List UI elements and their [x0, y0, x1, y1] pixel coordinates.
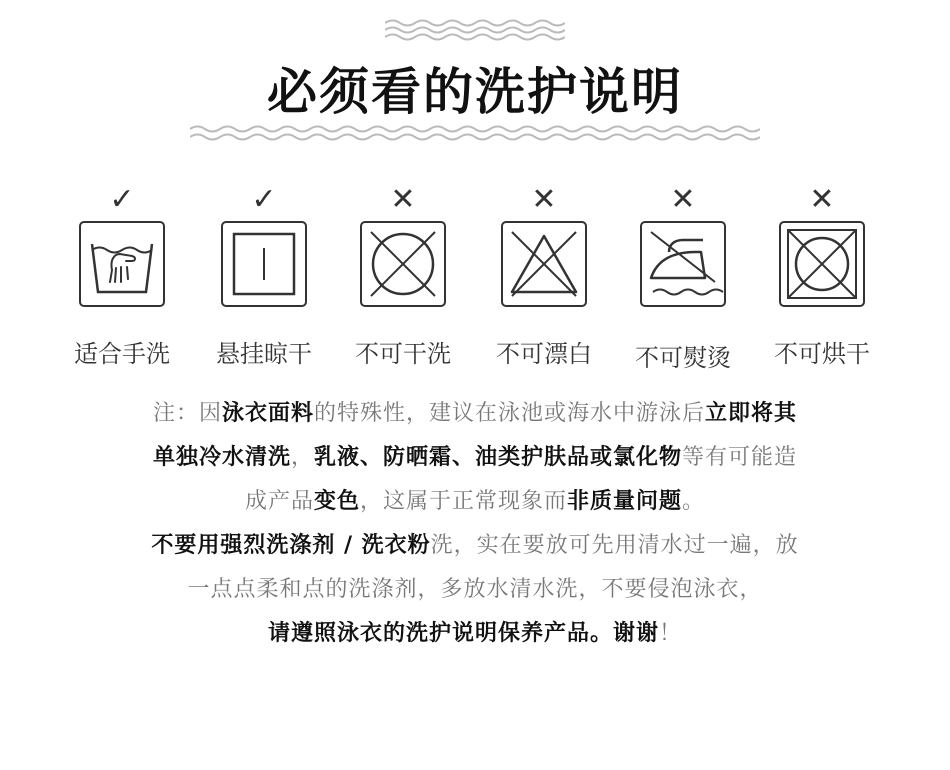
not-allowed-x-mark: ✕ [809, 182, 835, 217]
note-line-4 [0, 524, 950, 568]
note-emphasis: 泳衣面料 [221, 401, 314, 426]
note-line-6 [0, 612, 950, 656]
care-item-no-dry-clean [333, 180, 473, 369]
care-item-no-tumble-dry [752, 180, 892, 369]
note-text: 的特殊性，建议在泳池或海水中游泳后 [314, 401, 706, 426]
no-tumble-dry-icon [778, 220, 866, 308]
note-text: ，这属于正常现象而 [359, 489, 567, 514]
care-item-no-iron [613, 180, 753, 373]
hang-dry-icon [220, 220, 308, 308]
page-title: 必须看的洗护说明 [267, 63, 683, 121]
note-text: 注：因 [152, 401, 222, 426]
note-text: 。 [682, 489, 706, 514]
note-emphasis: 单独冷水清洗 [152, 445, 291, 470]
hand-wash-icon [78, 220, 166, 308]
note-text: 等有可能造 [682, 445, 798, 470]
note-line-2 [0, 436, 950, 480]
allowed-check-mark: ✓ [109, 182, 135, 217]
note-emphasis: 不要用强烈洗涤剂 / 洗衣粉 [151, 533, 431, 558]
care-label-no-iron: 不可熨烫 [635, 344, 731, 372]
note-emphasis: 乳液、防晒霜、油类护肤品或氯化物 [314, 445, 683, 470]
not-allowed-x-mark: ✕ [531, 182, 557, 217]
no-bleach-icon [500, 220, 588, 308]
note-emphasis: 非质量问题 [567, 489, 683, 514]
allowed-check-mark: ✓ [251, 182, 277, 217]
care-item-hand-wash [52, 180, 192, 369]
no-dry-clean-icon [359, 220, 447, 308]
note-text: ！ [659, 621, 683, 646]
care-notes [0, 392, 950, 656]
no-iron-icon [639, 220, 727, 308]
not-allowed-x-mark: ✕ [670, 182, 696, 217]
note-text: 一点点柔和点的洗涤剂，多放水清水洗，不要侵泡泳衣， [187, 577, 763, 602]
note-text: 成产品 [244, 489, 314, 514]
care-item-no-bleach [474, 180, 614, 369]
care-label-hang-dry: 悬挂晾干 [216, 340, 312, 368]
note-emphasis: 变色 [313, 489, 360, 514]
bottom-wave-decoration [190, 124, 760, 142]
note-line-5 [0, 568, 950, 612]
note-line-1 [0, 392, 950, 436]
top-wave-decoration [385, 18, 565, 42]
note-emphasis: 立即将其 [705, 401, 798, 426]
note-emphasis: 请遵照泳衣的洗护说明保养产品。谢谢 [267, 621, 659, 646]
care-item-hang-dry [194, 180, 334, 369]
care-label-no-bleach: 不可漂白 [496, 340, 592, 368]
care-label-no-tumble-dry: 不可烘干 [774, 340, 870, 368]
note-text: 洗，实在要放可先用清水过一遍，放 [430, 533, 799, 558]
not-allowed-x-mark: ✕ [390, 182, 416, 217]
note-line-3 [0, 480, 950, 524]
care-label-hand-wash: 适合手洗 [74, 340, 170, 368]
care-label-no-dry-clean: 不可干洗 [355, 340, 451, 368]
note-text: ， [290, 445, 314, 470]
